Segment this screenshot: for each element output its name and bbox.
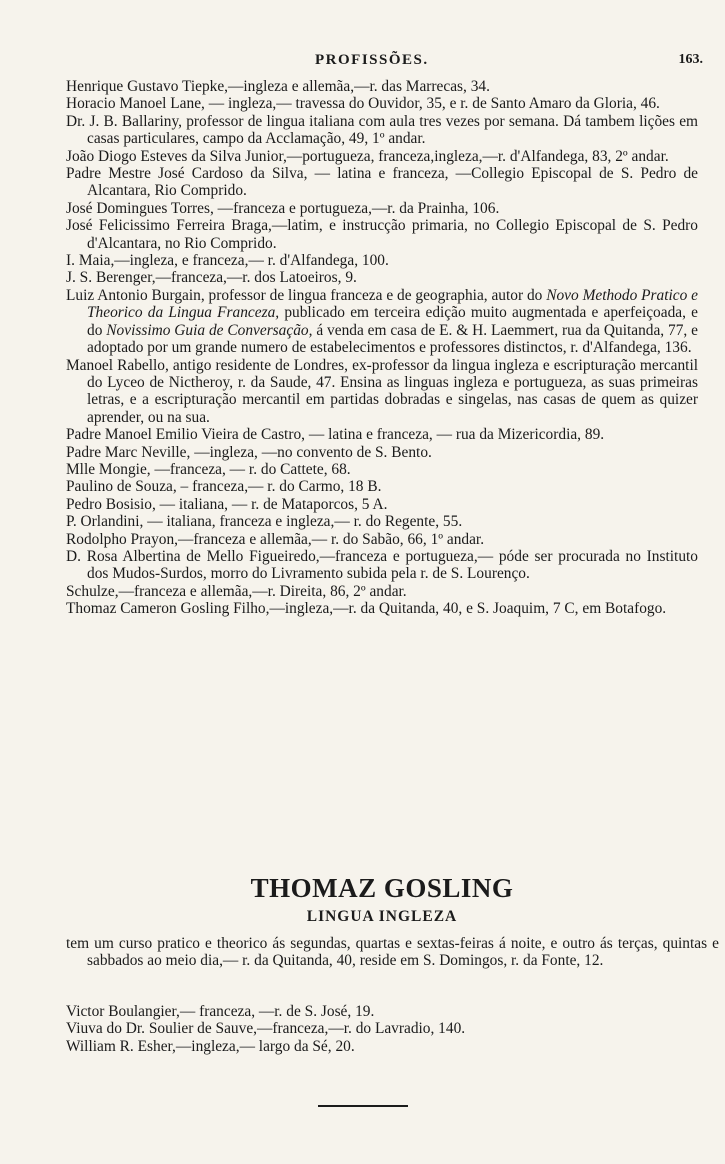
list-item: William R. Esher,—ingleza,— largo da Sé, 20. (66, 1037, 355, 1055)
page-number: 163. (678, 52, 703, 67)
book-title: Novo Methodo Pratico e Theorico da Lingua Franceza, (87, 286, 698, 322)
advert-name: THOMAZ GOSLING (250, 873, 514, 903)
list-item: I. Maia,—ingleza, e franceza,— r. d'Alfandega, 100. (66, 252, 389, 270)
list-item: Paulino de Souza, – franceza,— r. do Carmo, 18 B. (66, 478, 382, 496)
list-item: P. Orlandini, — italiana, franceza e ingleza,— r. do Regente, 55. (66, 513, 463, 531)
list-item: José Felicissimo Ferreira Braga,—latim, e instrucção primaria, no Collegio Episcopal de S. Pedro d'Alcantara, no Rio Comprido. (66, 217, 698, 252)
divider-rule (318, 1105, 408, 1107)
list-item: Padre Mestre José Cardoso da Silva, — latina e franceza, —Collegio Episcopal de S. Pedro de Alcantara, Rio Comprido. (66, 165, 698, 200)
list-item: José Domingues Torres, —franceza e portugueza,—r. da Prainha, 106. (66, 199, 500, 217)
entry-text: Luiz Antonio Burgain, professor de lingua franceza e de geographia, autor do (66, 286, 547, 304)
entry-text: publicado em terceira edição muito augmentada e aperfeiçoada, e do (87, 304, 698, 339)
page-header (0, 52, 725, 72)
advert-subtitle: LINGUA INGLEZA (306, 908, 458, 925)
list-item: Pedro Bosisio, — italiana, — r. de Mataporcos, 5 A. (66, 495, 388, 513)
advert-body: tem um curso pratico e theorico ás segundas, quartas e sextas-feiras á noite, e outro ás terças, quintas e sabbados ao meio dia,— r. da Quitanda, 40, reside em S. Domingos, r. da Fonte, 12. (66, 935, 719, 970)
list-item: Mlle Mongie, —franceza, — r. do Cattete, 68. (66, 460, 351, 478)
list-item: Padre Marc Neville, —ingleza, —no convento de S. Bento. (66, 443, 432, 461)
list-item: J. S. Berenger,—franceza,—r. dos Latoeiros, 9. (66, 269, 357, 287)
list-item: Horacio Manoel Lane, — ingleza,— travessa do Ouvidor, 35, e r. de Santo Amaro da Gloria, 46. (66, 95, 660, 113)
page-title: PROFISSÕES. (315, 52, 429, 68)
list-item: Padre Manoel Emilio Vieira de Castro, — latina e franceza, — rua da Mizericordia, 89. (66, 426, 605, 444)
list-item: Manoel Rabello, antigo residente de Londres, ex-professor da lingua ingleza e escripturação mercantil do Lyceo de Nictheroy, r. da Saude, 47. Ensina as linguas ingleza e portugueza, as suas primeiras letras, e a escripturação mercantil em partidas dobradas e singelas, nas casas de quem as quizer aprender, ou na sua. (66, 356, 698, 426)
book-title: Novissimo Guia de Conversação, (106, 321, 313, 339)
list-item: Rodolpho Prayon,—franceza e allemãa,— r. do Sabão, 66, 1º andar. (66, 530, 485, 548)
list-item: Thomaz Cameron Gosling Filho,—ingleza,—r. da Quitanda, 40, e S. Joaquim, 7 C, em Botafogo. (66, 600, 667, 618)
list-item: Viuva do Dr. Soulier de Sauve,—franceza,—r. do Lavradio, 140. (66, 1020, 466, 1038)
list-item-burgain (66, 287, 698, 357)
advertisement-heading (66, 873, 698, 926)
entry-text: á venda em casa de E. & H. Laemmert, rua da Quitanda, 77, e adoptado por um grande numero de estabelecimentos e professores distinctos, r. d'Alfandega, 136. (87, 321, 698, 357)
list-item: Victor Boulangier,— franceza, —r. de S. José, 19. (66, 1003, 375, 1020)
directory-listing (66, 78, 698, 618)
list-item: Schulze,—franceza e allemãa,—r. Direita, 86, 2º andar. (66, 582, 407, 600)
list-item: João Diogo Esteves da Silva Junior,—portugueza, franceza,ingleza,—r. d'Alfandega, 83, 2º andar. (66, 147, 669, 165)
list-item: Henrique Gustavo Tiepke,—ingleza e allemãa,—r. das Marrecas, 34. (66, 78, 490, 95)
list-item: D. Rosa Albertina de Mello Figueiredo,—franceza e portugueza,— póde ser procurada no Instituto dos Mudos-Surdos, morro do Livramento subida pela r. de S. Lourenço. (66, 547, 698, 583)
list-item: Dr. J. B. Ballariny, professor de lingua italiana com aula tres vezes por semana. Dá tambem lições em casas particulares, campo da Acclamação, 49, 1º andar. (66, 112, 698, 148)
directory-listing-continued (66, 1003, 698, 1055)
